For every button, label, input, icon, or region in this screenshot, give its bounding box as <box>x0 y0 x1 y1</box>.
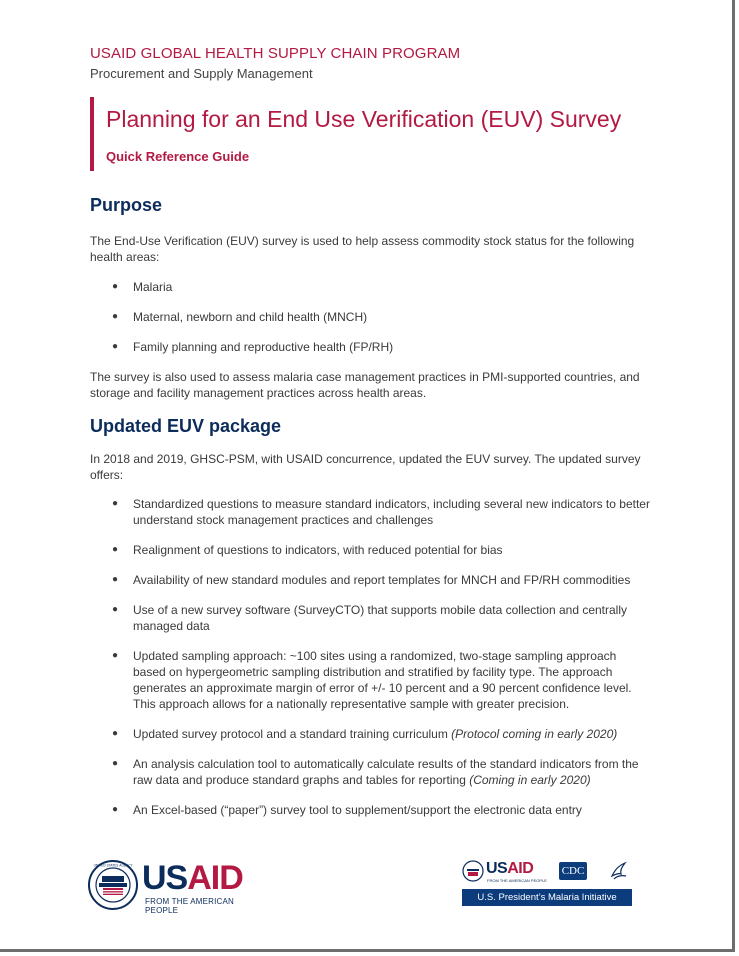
purpose-closing: The survey is also used to assess malaria case management practices in PMI-supported countries, and storage and facility management practices across health areas. <box>90 370 640 400</box>
package-intro: In 2018 and 2019, GHSC-PSM, with USAID concurrence, updated the EUV survey. The updated survey offers: <box>90 452 641 482</box>
partner-logos <box>462 860 632 908</box>
usaid-small-tagline: FROM THE AMERICAN PEOPLE <box>487 878 547 883</box>
usaid-wordmark: USAID <box>142 859 243 897</box>
list-item: ● An analysis calculation tool to automatically calculate results of the standard indicators from the raw data and produce standard graphs and tables for reporting (Coming in early 2020) <box>112 757 639 787</box>
usaid-small-wordmark: USAID <box>486 860 534 877</box>
list-item: ● Standardized questions to measure standard indicators, including several new indicators to better understand stock management practices and challenges <box>112 497 650 527</box>
cdc-logo: CDC <box>559 862 587 880</box>
svg-text:UNITED STATES AGENCY: UNITED STATES AGENCY <box>93 863 133 868</box>
title-block <box>90 97 666 171</box>
list-item: ● Updated survey protocol and a standard training curriculum (Protocol coming in early 2020) <box>112 727 618 741</box>
document-body <box>90 195 650 818</box>
list-item: ● Availability of new standard modules and report templates for MNCH and FP/RH commodities <box>112 573 631 587</box>
list-item: ● Realignment of questions to indicators, with reduced potential for bias <box>112 543 503 557</box>
document-title: Planning for an End Use Verification (EUV) Survey <box>106 106 622 132</box>
usaid-logo <box>88 857 258 917</box>
usaid-seal-icon <box>88 860 138 910</box>
list-item: ● An Excel-based (“paper”) survey tool to supplement/support the electronic data entry <box>112 803 582 817</box>
list-item: ● Malaria <box>112 280 173 294</box>
usaid-tagline: FROM THE AMERICAN PEOPLE <box>145 897 235 915</box>
package-list <box>90 496 650 818</box>
purpose-list <box>90 279 650 355</box>
document-subtitle: Quick Reference Guide <box>106 149 250 164</box>
section-heading-purpose: Purpose <box>90 195 163 215</box>
list-item: ● Family planning and reproductive health (FP/RH) <box>112 340 394 354</box>
purpose-intro: The End-Use Verification (EUV) survey is used to help assess commodity stock status for the following health areas: <box>90 234 635 264</box>
list-item: ● Use of a new survey software (SurveyCTO) that supports mobile data collection and centrally managed data <box>112 603 628 633</box>
usaid-seal-icon <box>462 860 484 882</box>
list-item: ● Updated sampling approach: ~100 sites using a randomized, two-stage sampling approach based on hypergeometric sampling distribution and stratified by facility type. The approach generates an approximate margin of error of +/- 10 percent and a 90 percent confidence level. This approach allows for a nationally representative sample with greater precision. <box>112 649 632 711</box>
org-name: USAID GLOBAL HEALTH SUPPLY CHAIN PROGRAM <box>90 45 461 62</box>
org-subtitle: Procurement and Supply Management <box>90 66 313 81</box>
hhs-eagle-icon <box>608 860 630 882</box>
pmi-banner: U.S. President’s Malaria Initiative <box>462 889 632 906</box>
list-item: ● Maternal, newborn and child health (MNCH) <box>112 310 368 324</box>
section-heading-package: Updated EUV package <box>90 416 282 436</box>
